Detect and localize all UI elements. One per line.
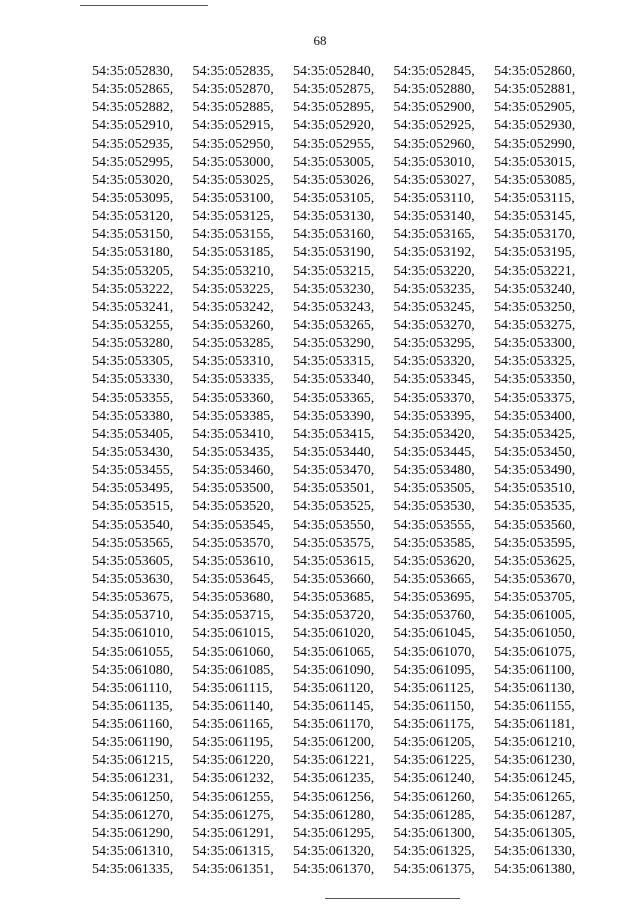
cadastral-number: 54:35:053610, bbox=[192, 553, 274, 569]
cadastral-number: 54:35:053241, bbox=[92, 299, 174, 315]
cadastral-number: 54:35:061221, bbox=[293, 753, 375, 769]
list-row bbox=[92, 534, 595, 552]
cadastral-number: 54:35:053330, bbox=[92, 372, 174, 388]
list-row bbox=[92, 552, 595, 570]
cadastral-number: 54:35:053645, bbox=[192, 571, 274, 587]
cadastral-number: 54:35:061351, bbox=[192, 862, 274, 878]
cadastral-number: 54:35:053505, bbox=[393, 481, 475, 497]
list-row bbox=[92, 80, 595, 98]
cadastral-number: 54:35:053415, bbox=[293, 426, 375, 442]
cadastral-number: 54:35:053325, bbox=[494, 354, 576, 370]
cadastral-number: 54:35:061335, bbox=[92, 862, 174, 878]
cadastral-number: 54:35:053115, bbox=[494, 190, 575, 206]
cadastral-number: 54:35:053185, bbox=[192, 245, 274, 261]
cadastral-number: 54:35:061085, bbox=[192, 662, 274, 678]
cadastral-number: 54:35:053245, bbox=[393, 299, 475, 315]
cadastral-number-list bbox=[92, 62, 595, 878]
list-row bbox=[92, 262, 595, 280]
list-row bbox=[92, 570, 595, 588]
list-row bbox=[92, 751, 595, 769]
cadastral-number: 54:35:053105, bbox=[293, 190, 375, 206]
cadastral-number: 54:35:061070, bbox=[393, 644, 475, 660]
cadastral-number: 54:35:061075, bbox=[494, 644, 576, 660]
cadastral-number: 54:35:053100, bbox=[192, 190, 274, 206]
cadastral-number: 54:35:053535, bbox=[494, 499, 576, 515]
list-row bbox=[92, 62, 595, 80]
cadastral-number: 54:35:053180, bbox=[92, 245, 174, 261]
cadastral-number: 54:35:053260, bbox=[192, 317, 274, 333]
cadastral-number: 54:35:053665, bbox=[393, 571, 475, 587]
cadastral-number: 54:35:061330, bbox=[494, 844, 576, 860]
list-row bbox=[92, 298, 595, 316]
cadastral-number: 54:35:053145, bbox=[494, 209, 576, 225]
cadastral-number: 54:35:053020, bbox=[92, 172, 174, 188]
list-row bbox=[92, 207, 595, 225]
bottom-rule bbox=[325, 898, 460, 899]
list-row bbox=[92, 352, 595, 370]
top-rule bbox=[80, 5, 208, 6]
cadastral-number: 54:35:052845, bbox=[393, 64, 475, 79]
cadastral-number: 54:35:053265, bbox=[293, 317, 375, 333]
cadastral-number: 54:35:061120, bbox=[293, 680, 374, 696]
cadastral-number: 54:35:053005, bbox=[293, 154, 375, 170]
cadastral-number: 54:35:052900, bbox=[393, 100, 475, 116]
cadastral-number: 54:35:053345, bbox=[393, 372, 475, 388]
cadastral-number: 54:35:053335, bbox=[192, 372, 274, 388]
list-row bbox=[92, 516, 595, 534]
cadastral-number: 54:35:053370, bbox=[393, 390, 475, 406]
cadastral-number: 54:35:052885, bbox=[192, 100, 274, 116]
cadastral-number: 54:35:052895, bbox=[293, 100, 375, 116]
cadastral-number: 54:35:061090, bbox=[293, 662, 375, 678]
cadastral-number: 54:35:053225, bbox=[192, 281, 274, 297]
cadastral-number: 54:35:061135, bbox=[92, 698, 173, 714]
cadastral-number: 54:35:053410, bbox=[192, 426, 274, 442]
cadastral-number: 54:35:052830, bbox=[92, 64, 174, 79]
cadastral-number: 54:35:061145, bbox=[293, 698, 374, 714]
cadastral-number: 54:35:053490, bbox=[494, 463, 576, 479]
cadastral-number: 54:35:053365, bbox=[293, 390, 375, 406]
cadastral-number: 54:35:053340, bbox=[293, 372, 375, 388]
cadastral-number: 54:35:053243, bbox=[293, 299, 375, 315]
cadastral-number: 54:35:053630, bbox=[92, 571, 174, 587]
list-row bbox=[92, 171, 595, 189]
cadastral-number: 54:35:061285, bbox=[393, 807, 475, 823]
cadastral-number: 54:35:061232, bbox=[192, 771, 274, 787]
cadastral-number: 54:35:053310, bbox=[192, 354, 274, 370]
cadastral-number: 54:35:052910, bbox=[92, 118, 174, 134]
cadastral-number: 54:35:053110, bbox=[393, 190, 475, 206]
cadastral-number: 54:35:052860, bbox=[494, 64, 576, 79]
cadastral-number: 54:35:053555, bbox=[393, 517, 475, 533]
cadastral-number: 54:35:061170, bbox=[293, 717, 374, 733]
cadastral-number: 54:35:061125, bbox=[393, 680, 475, 696]
cadastral-number: 54:35:061320, bbox=[293, 844, 375, 860]
cadastral-number: 54:35:061115, bbox=[192, 680, 273, 696]
cadastral-number: 54:35:061295, bbox=[293, 825, 375, 841]
list-row bbox=[92, 497, 595, 515]
cadastral-number: 54:35:053430, bbox=[92, 444, 174, 460]
cadastral-number: 54:35:061235, bbox=[293, 771, 375, 787]
cadastral-number: 54:35:061195, bbox=[192, 735, 274, 751]
cadastral-number: 54:35:052935, bbox=[92, 136, 174, 152]
cadastral-number: 54:35:052930, bbox=[494, 118, 576, 134]
cadastral-number: 54:35:053460, bbox=[192, 463, 274, 479]
list-row bbox=[92, 733, 595, 751]
cadastral-number: 54:35:052920, bbox=[293, 118, 375, 134]
cadastral-number: 54:35:061010, bbox=[92, 626, 174, 642]
cadastral-number: 54:35:052881, bbox=[494, 82, 576, 98]
cadastral-number: 54:35:053170, bbox=[494, 227, 576, 243]
list-row bbox=[92, 153, 595, 171]
cadastral-number: 54:35:053120, bbox=[92, 209, 174, 225]
cadastral-number: 54:35:053695, bbox=[393, 590, 475, 606]
cadastral-number: 54:35:061060, bbox=[192, 644, 274, 660]
cadastral-number: 54:35:061310, bbox=[92, 844, 174, 860]
cadastral-number: 54:35:053305, bbox=[92, 354, 174, 370]
cadastral-number: 54:35:061380, bbox=[494, 862, 576, 878]
cadastral-number: 54:35:053705, bbox=[494, 590, 576, 606]
cadastral-number: 54:35:061020, bbox=[293, 626, 375, 642]
cadastral-number: 54:35:053215, bbox=[293, 263, 375, 279]
list-row bbox=[92, 661, 595, 679]
cadastral-number: 54:35:052865, bbox=[92, 82, 174, 98]
list-row bbox=[92, 860, 595, 878]
cadastral-number: 54:35:052950, bbox=[192, 136, 274, 152]
cadastral-number: 54:35:053520, bbox=[192, 499, 274, 515]
cadastral-number: 54:35:061225, bbox=[393, 753, 475, 769]
cadastral-number: 54:35:053435, bbox=[192, 444, 274, 460]
list-row bbox=[92, 606, 595, 624]
list-row bbox=[92, 280, 595, 298]
cadastral-number: 54:35:053085, bbox=[494, 172, 576, 188]
cadastral-number: 54:35:053560, bbox=[494, 517, 576, 533]
cadastral-number: 54:35:053405, bbox=[92, 426, 174, 442]
cadastral-number: 54:35:053425, bbox=[494, 426, 576, 442]
cadastral-number: 54:35:061280, bbox=[293, 807, 375, 823]
cadastral-number: 54:35:053205, bbox=[92, 263, 174, 279]
cadastral-number: 54:35:061370, bbox=[293, 862, 375, 878]
cadastral-number: 54:35:053250, bbox=[494, 299, 576, 315]
list-row bbox=[92, 225, 595, 243]
list-row bbox=[92, 806, 595, 824]
cadastral-number: 54:35:053150, bbox=[92, 227, 174, 243]
cadastral-number: 54:35:053255, bbox=[92, 317, 174, 333]
cadastral-number: 54:35:053010, bbox=[393, 154, 475, 170]
cadastral-number: 54:35:053025, bbox=[192, 172, 274, 188]
cadastral-number: 54:35:053220, bbox=[393, 263, 475, 279]
cadastral-number: 54:35:053615, bbox=[293, 553, 375, 569]
cadastral-number: 54:35:052955, bbox=[293, 136, 375, 152]
cadastral-number: 54:35:061130, bbox=[494, 680, 575, 696]
list-row bbox=[92, 443, 595, 461]
list-row bbox=[92, 389, 595, 407]
cadastral-number: 54:35:053375, bbox=[494, 390, 576, 406]
cadastral-number: 54:35:061165, bbox=[192, 717, 274, 733]
cadastral-number: 54:35:061305, bbox=[494, 825, 576, 841]
list-row bbox=[92, 334, 595, 352]
cadastral-number: 54:35:061325, bbox=[393, 844, 475, 860]
list-row bbox=[92, 425, 595, 443]
cadastral-number: 54:35:052990, bbox=[494, 136, 576, 152]
cadastral-number: 54:35:053210, bbox=[192, 263, 274, 279]
cadastral-number: 54:35:061175, bbox=[393, 717, 475, 733]
cadastral-number: 54:35:061375, bbox=[393, 862, 475, 878]
cadastral-number: 54:35:061095, bbox=[393, 662, 475, 678]
cadastral-number: 54:35:052925, bbox=[393, 118, 475, 134]
cadastral-number: 54:35:053540, bbox=[92, 517, 174, 533]
cadastral-number: 54:35:053550, bbox=[293, 517, 375, 533]
list-row bbox=[92, 479, 595, 497]
cadastral-number: 54:35:053575, bbox=[293, 535, 375, 551]
cadastral-number: 54:35:053595, bbox=[494, 535, 576, 551]
cadastral-number: 54:35:061315, bbox=[192, 844, 274, 860]
cadastral-number: 54:35:061150, bbox=[393, 698, 475, 714]
cadastral-number: 54:35:053501, bbox=[293, 481, 375, 497]
cadastral-number: 54:35:053760, bbox=[393, 608, 475, 624]
cadastral-number: 54:35:053605, bbox=[92, 553, 174, 569]
cadastral-number: 54:35:053160, bbox=[293, 227, 375, 243]
cadastral-number: 54:35:053715, bbox=[192, 608, 274, 624]
cadastral-number: 54:35:052840, bbox=[293, 64, 375, 79]
list-row bbox=[92, 842, 595, 860]
cadastral-number: 54:35:053570, bbox=[192, 535, 274, 551]
cadastral-number: 54:35:061181, bbox=[494, 717, 575, 733]
cadastral-number: 54:35:061245, bbox=[494, 771, 576, 787]
cadastral-number: 54:35:053026, bbox=[293, 172, 375, 188]
cadastral-number: 54:35:061140, bbox=[192, 698, 274, 714]
cadastral-number: 54:35:053285, bbox=[192, 336, 274, 352]
list-row bbox=[92, 715, 595, 733]
cadastral-number: 54:35:061260, bbox=[393, 789, 475, 805]
cadastral-number: 54:35:053500, bbox=[192, 481, 274, 497]
cadastral-number: 54:35:053565, bbox=[92, 535, 174, 551]
cadastral-number: 54:35:053450, bbox=[494, 444, 576, 460]
cadastral-number: 54:35:061100, bbox=[494, 662, 575, 678]
cadastral-number: 54:35:053270, bbox=[393, 317, 475, 333]
cadastral-number: 54:35:061155, bbox=[494, 698, 575, 714]
cadastral-number: 54:35:052870, bbox=[192, 82, 274, 98]
list-row bbox=[92, 588, 595, 606]
cadastral-number: 54:35:061250, bbox=[92, 789, 174, 805]
cadastral-number: 54:35:053027, bbox=[393, 172, 475, 188]
cadastral-number: 54:35:053530, bbox=[393, 499, 475, 515]
cadastral-number: 54:35:053675, bbox=[92, 590, 174, 606]
list-row bbox=[92, 769, 595, 787]
cadastral-number: 54:35:053155, bbox=[192, 227, 274, 243]
cadastral-number: 54:35:061015, bbox=[192, 626, 274, 642]
cadastral-number: 54:35:061255, bbox=[192, 789, 274, 805]
cadastral-number: 54:35:061200, bbox=[293, 735, 375, 751]
list-row bbox=[92, 189, 595, 207]
cadastral-number: 54:35:053525, bbox=[293, 499, 375, 515]
cadastral-number: 54:35:053390, bbox=[293, 408, 375, 424]
cadastral-number: 54:35:052960, bbox=[393, 136, 475, 152]
cadastral-number: 54:35:053625, bbox=[494, 553, 576, 569]
cadastral-number: 54:35:053515, bbox=[92, 499, 174, 515]
cadastral-number: 54:35:053195, bbox=[494, 245, 576, 261]
list-row bbox=[92, 116, 595, 134]
cadastral-number: 54:35:061050, bbox=[494, 626, 576, 642]
cadastral-number: 54:35:052905, bbox=[494, 100, 576, 116]
cadastral-number: 54:35:053585, bbox=[393, 535, 475, 551]
cadastral-number: 54:35:053240, bbox=[494, 281, 576, 297]
cadastral-number: 54:35:053130, bbox=[293, 209, 375, 225]
list-row bbox=[92, 788, 595, 806]
cadastral-number: 54:35:061270, bbox=[92, 807, 174, 823]
list-row bbox=[92, 98, 595, 116]
cadastral-number: 54:35:053015, bbox=[494, 154, 576, 170]
list-row bbox=[92, 824, 595, 842]
cadastral-number: 54:35:053165, bbox=[393, 227, 475, 243]
cadastral-number: 54:35:052880, bbox=[393, 82, 475, 98]
cadastral-number: 54:35:061256, bbox=[293, 789, 375, 805]
cadastral-number: 54:35:053545, bbox=[192, 517, 274, 533]
cadastral-number: 54:35:053480, bbox=[393, 463, 475, 479]
cadastral-number: 54:35:053470, bbox=[293, 463, 375, 479]
list-row bbox=[92, 643, 595, 661]
cadastral-number: 54:35:053680, bbox=[192, 590, 274, 606]
cadastral-number: 54:35:061190, bbox=[92, 735, 173, 751]
cadastral-number: 54:35:061055, bbox=[92, 644, 174, 660]
list-row bbox=[92, 679, 595, 697]
cadastral-number: 54:35:053300, bbox=[494, 336, 576, 352]
cadastral-number: 54:35:053140, bbox=[393, 209, 475, 225]
cadastral-number: 54:35:053710, bbox=[92, 608, 174, 624]
cadastral-number: 54:35:061240, bbox=[393, 771, 475, 787]
cadastral-number: 54:35:061215, bbox=[92, 753, 174, 769]
cadastral-number: 54:35:053222, bbox=[92, 281, 174, 297]
cadastral-number: 54:35:052835, bbox=[192, 64, 274, 79]
list-row bbox=[92, 370, 595, 388]
cadastral-number: 54:35:053125, bbox=[192, 209, 274, 225]
cadastral-number: 54:35:061080, bbox=[92, 662, 174, 678]
cadastral-number: 54:35:053360, bbox=[192, 390, 274, 406]
cadastral-number: 54:35:053380, bbox=[92, 408, 174, 424]
cadastral-number: 54:35:052882, bbox=[92, 100, 174, 116]
cadastral-number: 54:35:053670, bbox=[494, 571, 576, 587]
cadastral-number: 54:35:052875, bbox=[293, 82, 375, 98]
cadastral-number: 54:35:053385, bbox=[192, 408, 274, 424]
list-row bbox=[92, 461, 595, 479]
cadastral-number: 54:35:061290, bbox=[92, 825, 174, 841]
cadastral-number: 54:35:061065, bbox=[293, 644, 375, 660]
list-row bbox=[92, 407, 595, 425]
cadastral-number: 54:35:053420, bbox=[393, 426, 475, 442]
cadastral-number: 54:35:061160, bbox=[92, 717, 173, 733]
cadastral-number: 54:35:052915, bbox=[192, 118, 274, 134]
cadastral-number: 54:35:053440, bbox=[293, 444, 375, 460]
cadastral-number: 54:35:053095, bbox=[92, 190, 174, 206]
cadastral-number: 54:35:053495, bbox=[92, 481, 174, 497]
cadastral-number: 54:35:053275, bbox=[494, 317, 576, 333]
cadastral-number: 54:35:053400, bbox=[494, 408, 576, 424]
cadastral-number: 54:35:061110, bbox=[92, 680, 173, 696]
cadastral-number: 54:35:061275, bbox=[192, 807, 274, 823]
cadastral-number: 54:35:061230, bbox=[494, 753, 576, 769]
cadastral-number: 54:35:061220, bbox=[192, 753, 274, 769]
cadastral-number: 54:35:053315, bbox=[293, 354, 375, 370]
cadastral-number: 54:35:053660, bbox=[293, 571, 375, 587]
cadastral-number: 54:35:053350, bbox=[494, 372, 576, 388]
cadastral-number: 54:35:053280, bbox=[92, 336, 174, 352]
cadastral-number: 54:35:052995, bbox=[92, 154, 174, 170]
cadastral-number: 54:35:061205, bbox=[393, 735, 475, 751]
list-row bbox=[92, 243, 595, 261]
cadastral-number: 54:35:053242, bbox=[192, 299, 274, 315]
cadastral-number: 54:35:053320, bbox=[393, 354, 475, 370]
cadastral-number: 54:35:053455, bbox=[92, 463, 174, 479]
cadastral-number: 54:35:053720, bbox=[293, 608, 375, 624]
cadastral-number: 54:35:061005, bbox=[494, 608, 576, 624]
cadastral-number: 54:35:053230, bbox=[293, 281, 375, 297]
list-row bbox=[92, 135, 595, 153]
cadastral-number: 54:35:061210, bbox=[494, 735, 576, 751]
cadastral-number: 54:35:061287, bbox=[494, 807, 576, 823]
cadastral-number: 54:35:053510, bbox=[494, 481, 576, 497]
cadastral-number: 54:35:053290, bbox=[293, 336, 375, 352]
cadastral-number: 54:35:053235, bbox=[393, 281, 475, 297]
cadastral-number: 54:35:053620, bbox=[393, 553, 475, 569]
cadastral-number: 54:35:053192, bbox=[393, 245, 475, 261]
list-row bbox=[92, 697, 595, 715]
cadastral-number: 54:35:053221, bbox=[494, 263, 576, 279]
cadastral-number: 54:35:053445, bbox=[393, 444, 475, 460]
cadastral-number: 54:35:053190, bbox=[293, 245, 375, 261]
cadastral-number: 54:35:061300, bbox=[393, 825, 475, 841]
page-number: 68 bbox=[313, 33, 327, 48]
cadastral-number: 54:35:053355, bbox=[92, 390, 174, 406]
list-row bbox=[92, 624, 595, 642]
cadastral-number: 54:35:061291, bbox=[192, 825, 274, 841]
cadastral-number: 54:35:061045, bbox=[393, 626, 475, 642]
cadastral-number: 54:35:053000, bbox=[192, 154, 274, 170]
cadastral-number: 54:35:053395, bbox=[393, 408, 475, 424]
list-row bbox=[92, 316, 595, 334]
cadastral-number: 54:35:061265, bbox=[494, 789, 576, 805]
cadastral-number: 54:35:053685, bbox=[293, 590, 375, 606]
cadastral-number: 54:35:061231, bbox=[92, 771, 174, 787]
cadastral-number: 54:35:053295, bbox=[393, 336, 475, 352]
